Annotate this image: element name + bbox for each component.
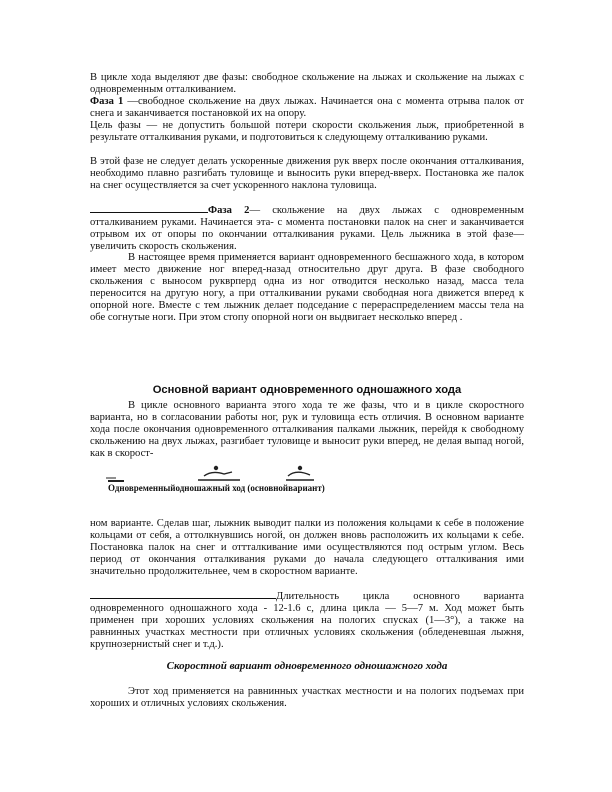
- skier-sketch-1: [106, 478, 124, 481]
- phase-2-text: — скольжение на двух лыжах с одновременным отталкиванием руками. Начинается эта- с момента постановки палок на снег и заканчивается отрывом их от опоры по окончании отталкивания руками. Цель лыжника в этой фазе—увеличить скорость скольжения.: [90, 205, 524, 252]
- cycle-duration-text: Длительность цикла основного варианта одновременного одношажного хода - 12-1.6 с, длина цикла — 5—7 м. Ход может быть применен при хороших условиях скольжения на пологих спусках (1—3°), а также на равнинных участках местности при отличных условиях скольжения (обледеневшая лыжня, крупнозернистый снег и т.д.).: [90, 591, 524, 650]
- blank-line: [90, 204, 208, 213]
- paragraph-current-variant: В настоящее время применяется вариант одновременного бесшажного хода, в котором имеет место движение ног вперед-назад относительно друг друга. В фазе свободного скольжения с выносом рукврперд одна из ног отводится несколько назад, масса тела переносится на другую ногу, а при отталкивании руками свободная нога движется вперед к опорной ноге. Вместе с тем лыжник делает подседание с перераспределением массы тела на обе согнутые ноги. При этом стопу опорной ноги он выдвигает несколько вперед .: [90, 252, 524, 323]
- heading-speed-variant: Скоростной вариант одновременного одношажного хода: [166, 660, 448, 672]
- phase-1-text: —свободное скольжение на двух лыжах. Начинается она с момента отрыва палок от снега и заканчивается постановкой их на опору.: [90, 96, 524, 119]
- heading-main-variant: Основной вариант одновременного одношажного хода: [152, 384, 462, 396]
- paragraph-phase-1-detail: В этой фазе не следует делать ускоренные движения рук вверх после окончания отталкивания, необходимо плавно разгибать туловище и выносить руки вперед-вверх. Постановка же палок на снег осуществляется за счет ускоренного наклона туловища.: [90, 156, 524, 191]
- skier-figure: [90, 462, 524, 484]
- paragraph-two-phases: В цикле хода выделяют две фазы: свободное скольжение на лыжах и скольжение на лыжах с одновременным отталкиванием.: [90, 72, 524, 95]
- figure-caption: Одновременныйодношажный ход (основнойвариант): [108, 483, 325, 493]
- phase-2-label: Фаза 2: [208, 205, 250, 216]
- skier-sketch-2: [198, 466, 240, 480]
- paragraph-speed-variant: Этот ход применяется на равнинных участках местности и на пологих подъемах при хороших и отличных условиях скольжения.: [90, 686, 524, 709]
- paragraph-main-variant-1: В цикле основного варианта этого хода те же фазы, что и в цикле скоростного варианта, но в согласовании работы ног, рук и туловища есть отличия. В основном варианте хода после окончания одновременного отталкивания палками лыжник, перейдя к свободному скольжению на двух лыжах, разгибает туловище и выносит руки вперед, не делая выпад ногой, как в скорост-: [90, 400, 524, 459]
- blank-line: [90, 590, 276, 599]
- paragraph-main-variant-2: ном варианте. Сделав шаг, лыжник выводит палки из положения кольцами к себе в положение кольцами от себя, а оттолкнувшись ногой, он должен вновь расположить их кольцами к себе. Постановка палок на снег и оттталкивание ими осуществляются под острым углом. Весь период от окончания отталкивания руками до начала следующего отталкивания ими значительно продолжительнее, чем в скоростном варианте.: [90, 518, 524, 577]
- paragraph-phase-1: [90, 96, 524, 120]
- phase-1-label: Фаза 1: [90, 96, 124, 107]
- paragraph-phase-1-goal: Цель фазы — не допустить большой потери скорости скольжения лыж, приобретенной в результате отталкивания руками, и подготовиться к следующему отталкиванию руками.: [90, 120, 524, 143]
- paragraph-phase-2: [90, 204, 524, 253]
- skier-sketch-3: [286, 466, 314, 480]
- paragraph-cycle-duration: [90, 590, 524, 651]
